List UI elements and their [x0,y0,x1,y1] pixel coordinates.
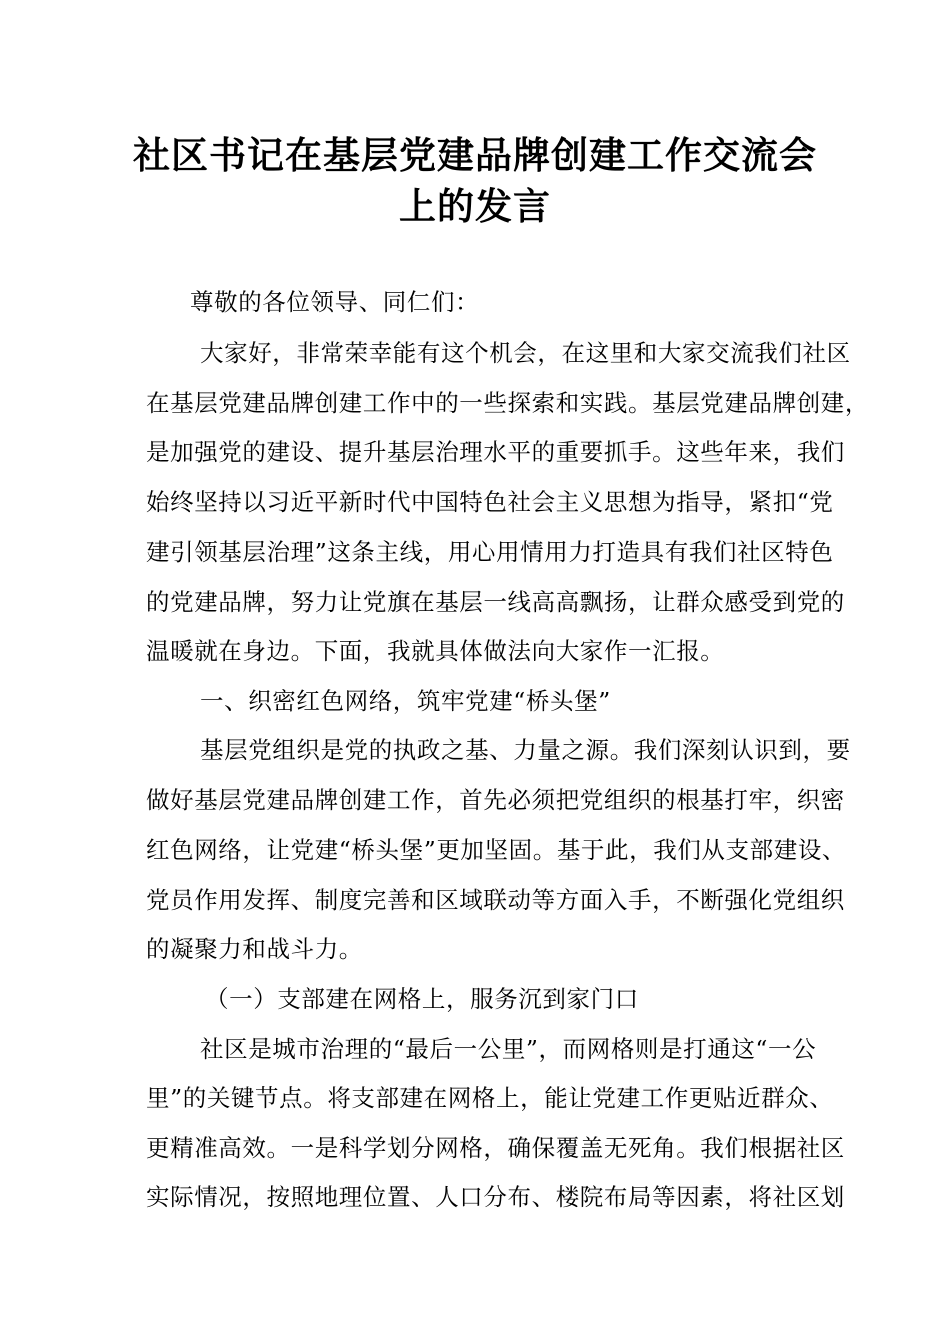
body-line: 是加强党的建设、提升基层治理水平的重要抓手。这些年来，我们 [146,438,845,466]
body-line: 在基层党建品牌创建工作中的一些探索和实践。基层党建品牌创建， [146,389,869,417]
body-line: 更精准高效。一是科学划分网格，确保覆盖无死角。我们根据社区 [146,1134,845,1162]
body-line: 建引领基层治理”这条主线，用心用情用力打造具有我们社区特色 [146,538,834,566]
subsection-heading: （一）支部建在网格上，服务沉到家门口 [205,985,639,1013]
body-line: 做好基层党建品牌创建工作，首先必须把党组织的根基打牢，织密 [146,786,845,814]
body-line: 的党建品牌，努力让党旗在基层一线高高飘扬，让群众感受到党的 [146,588,845,616]
section-heading: 一、织密红色网络，筑牢党建“桥头堡” [200,687,611,715]
body-line: 基层党组织是党的执政之基、力量之源。我们深刻认识到，要 [200,736,851,764]
body-line: 始终坚持以习近平新时代中国特色社会主义思想为指导，紧扣“党 [146,488,834,516]
body-line: 里”的关键节点。将支部建在网格上，能让党建工作更贴近群众、 [146,1084,834,1112]
salutation: 尊敬的各位领导、同仁们： [190,288,480,316]
document-title-line-2: 上的发言 [399,184,551,228]
body-line: 红色网络，让党建“桥头堡”更加坚固。基于此，我们从支部建设、 [146,836,847,864]
body-line: 党员作用发挥、制度完善和区域联动等方面入手，不断强化党组织 [146,886,845,914]
document-title-line-1: 社区书记在基层党建品牌创建工作交流会 [133,133,817,177]
body-line: 实际情况，按照地理位置、人口分布、楼院布局等因素，将社区划 [146,1183,845,1211]
body-line: 社区是城市治理的“最后一公里”，而网格则是打通这“一公 [200,1035,817,1063]
body-line: 温暖就在身边。下面，我就具体做法向大家作一汇报。 [146,637,725,665]
body-line: 大家好，非常荣幸能有这个机会，在这里和大家交流我们社区 [200,339,851,367]
body-line: 的凝聚力和战斗力。 [146,935,363,963]
